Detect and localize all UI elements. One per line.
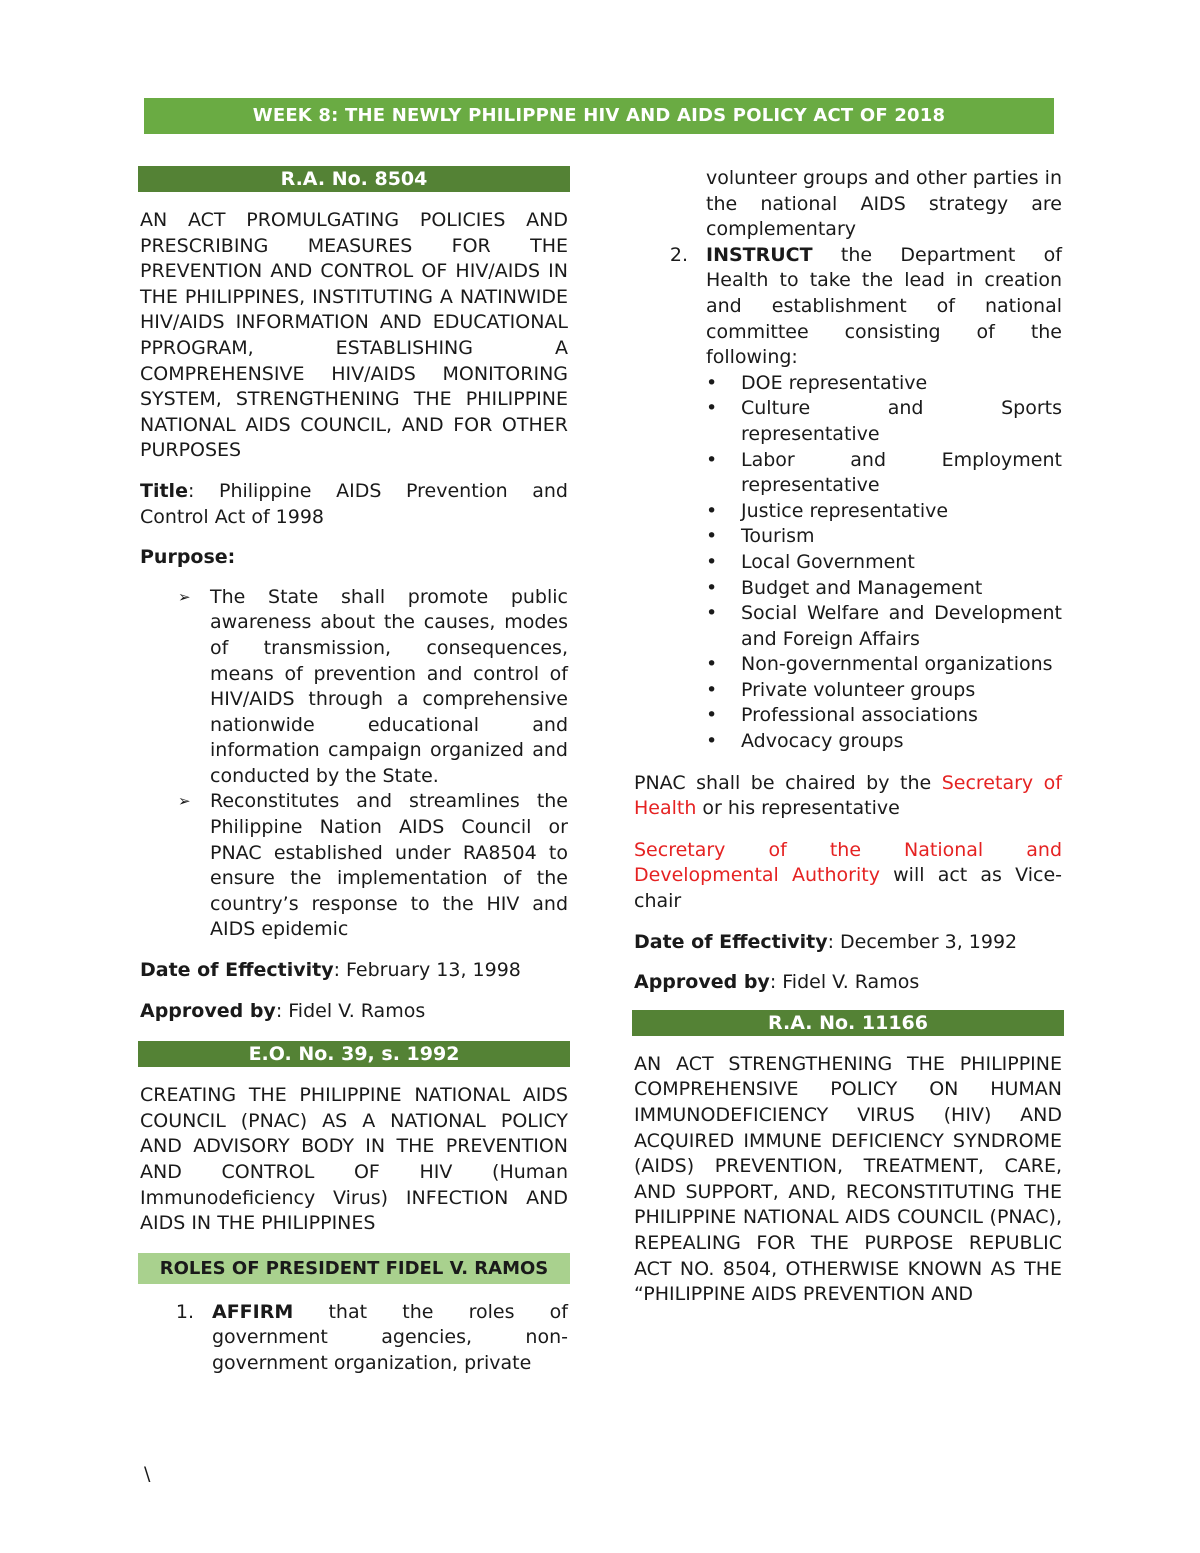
role-text (212, 1300, 568, 1377)
purpose-label: Purpose: (140, 546, 236, 569)
dot-bullet-icon: • (706, 730, 718, 753)
committee-item: Tourism (741, 525, 815, 548)
dot-bullet-icon: • (706, 602, 718, 625)
ra8504-title (140, 479, 568, 530)
footer-mark: \ (144, 1463, 151, 1485)
approved-value: : Fidel V. Ramos (769, 971, 920, 994)
dot-bullet-icon: • (706, 397, 718, 420)
eo39-description: CREATING THE PHILIPPINE NATIONAL AIDS COUNCIL (PNAC) AS A NATIONAL POLICY AND ADVISORY BODY IN THE PREVENTION AND CONTROL OF HIV (Human Immunodeficiency Virus) INFECTION AND AIDS IN THE PHILIPPINES (140, 1084, 568, 1235)
dot-bullet-icon: • (706, 499, 718, 522)
committee-item: Social Welfare and Development and Foreign Affairs (741, 602, 1062, 650)
section-heading-ra8504: R.A. No. 8504 (138, 166, 570, 192)
dot-bullet-icon: • (706, 704, 718, 727)
list-item (706, 371, 1062, 397)
list-item (706, 729, 1062, 755)
purpose-text: The State shall promote public awareness about the causes, modes of transmission, consequences, means of prevention and control of HIV/AIDS through a comprehensive nationwide educational and information campaign organized and conducted by the State. (210, 585, 568, 787)
committee-item: Labor and Employment representative (741, 448, 1062, 497)
ra8504-description: AN ACT PROMULGATING POLICIES AND PRESCRIBING MEASURES FOR THE PREVENTION AND CONTROL OF HIV/AIDS IN THE PHILIPPINES, INSTITUTING A NATINWIDE HIV/AIDS INFORMATION AND EDUCATIONAL PPROGRAM, ESTABLISHING A COMPREHENSIVE HIV/AIDS MONITORING SYSTEM, STRENGTHENING THE PHILIPPINE NATIONAL AIDS COUNCIL, AND FOR OTHER PURPOSES (140, 209, 568, 462)
approved-value: : Fidel V. Ramos (275, 999, 426, 1022)
section-heading-ra11166: R.A. No. 11166 (632, 1010, 1064, 1036)
roles-list-continued (634, 243, 1062, 371)
list-item (634, 243, 1062, 371)
committee-item: Justice representative (741, 499, 949, 522)
arrow-bullet-icon: ➢ (178, 587, 191, 606)
dot-bullet-icon: • (706, 371, 718, 394)
vice-highlight: Secretary of the National and Developmental Authority (634, 838, 1062, 887)
chair-pre: PNAC shall be chaired by the (634, 771, 942, 794)
role-text-body: the Department of Health to take the lead in creation and establishment of national committee consisting of the following: (706, 243, 1062, 369)
date-label: Date of Effectivity (634, 930, 828, 953)
list-item (706, 601, 1062, 652)
list-item (706, 576, 1062, 602)
list-item (140, 1300, 568, 1377)
dot-bullet-icon: • (706, 525, 718, 548)
committee-item: Culture and Sports representative (741, 397, 1062, 445)
approved-label: Approved by (634, 971, 770, 994)
approved-label: Approved by (140, 999, 276, 1022)
list-item (706, 678, 1062, 704)
roles-heading: ROLES OF PRESIDENT FIDEL V. RAMOS (138, 1253, 570, 1284)
eo39-date (634, 930, 1062, 956)
chair-post: or his representative (696, 797, 900, 820)
page-title: WEEK 8: THE NEWLY PHILIPPNE HIV AND AIDS POLICY ACT OF 2018 (144, 98, 1054, 134)
list-item (706, 448, 1062, 499)
dot-bullet-icon: • (706, 678, 718, 701)
list-item (140, 585, 568, 790)
roles-list (140, 1300, 568, 1377)
title-label: Title (140, 479, 188, 502)
title-value: : Philippine AIDS Prevention and Control Act of 1998 (140, 479, 568, 528)
committee-item: Local Government (741, 550, 915, 573)
dot-bullet-icon: • (706, 653, 718, 676)
committee-list (706, 371, 1062, 755)
list-item (706, 550, 1062, 576)
ra8504-approved (140, 999, 568, 1025)
vice-chair-statement (634, 838, 1062, 915)
committee-item: Budget and Management (741, 576, 983, 599)
arrow-bullet-icon: ➢ (178, 792, 191, 811)
right-column (634, 166, 1062, 1308)
vice-post: will act as Vice-chair (634, 864, 1062, 913)
left-column (140, 166, 568, 1377)
role-verb: INSTRUCT (706, 243, 813, 266)
date-value: : February 13, 1998 (333, 959, 521, 982)
eo39-approved (634, 970, 1062, 996)
role-text-left: that the roles of government agencies, non-government organization, private (212, 1300, 568, 1374)
section-heading-eo39: E.O. No. 39, s. 1992 (138, 1041, 570, 1067)
list-item (706, 652, 1062, 678)
role-verb: AFFIRM (212, 1300, 294, 1323)
date-label: Date of Effectivity (140, 959, 334, 982)
role-number: 2. (669, 243, 688, 266)
list-item (706, 499, 1062, 525)
dot-bullet-icon: • (706, 576, 718, 599)
committee-item: DOE representative (741, 371, 928, 394)
committee-item: Advocacy groups (741, 730, 904, 753)
committee-item: Professional associations (741, 704, 978, 727)
role1-continued: volunteer groups and other parties in the national AIDS strategy are complementary (706, 167, 1062, 241)
list-item (706, 396, 1062, 447)
committee-item: Private volunteer groups (741, 678, 976, 701)
purpose-text: Reconstitutes and streamlines the Philippine Nation AIDS Council or PNAC established under RA8504 to ensure the implementation of the country’s response to the HIV and AIDS epidemic (210, 790, 568, 941)
committee-item: Non-governmental organizations (741, 653, 1053, 676)
list-item (706, 703, 1062, 729)
dot-bullet-icon: • (706, 448, 718, 471)
ra11166-description: AN ACT STRENGTHENING THE PHILIPPINE COMPREHENSIVE POLICY ON HUMAN IMMUNODEFICIENCY VIRUS (HIV) AND ACQUIRED IMMUNE DEFICIENCY SYNDROME (AIDS) PREVENTION, TREATMENT, CARE, AND SUPPORT, AND, RECONSTITUTING THE PHILIPPINE NATIONAL AIDS COUNCIL (PNAC), REPEALING FOR THE PURPOSE REPUBLIC ACT NO. 8504, OTHERWISE KNOWN AS THE “PHILIPPINE AIDS PREVENTION AND (634, 1052, 1062, 1306)
list-item (140, 789, 568, 943)
role-text (706, 243, 1062, 371)
ra8504-date (140, 958, 568, 984)
list-item (706, 524, 1062, 550)
date-value: : December 3, 1992 (827, 930, 1018, 953)
chair-highlight: Secretary of Health (634, 771, 1062, 820)
role-number: 1. (175, 1300, 194, 1323)
purpose-list (140, 585, 568, 943)
dot-bullet-icon: • (706, 550, 718, 573)
chair-statement (634, 771, 1062, 822)
